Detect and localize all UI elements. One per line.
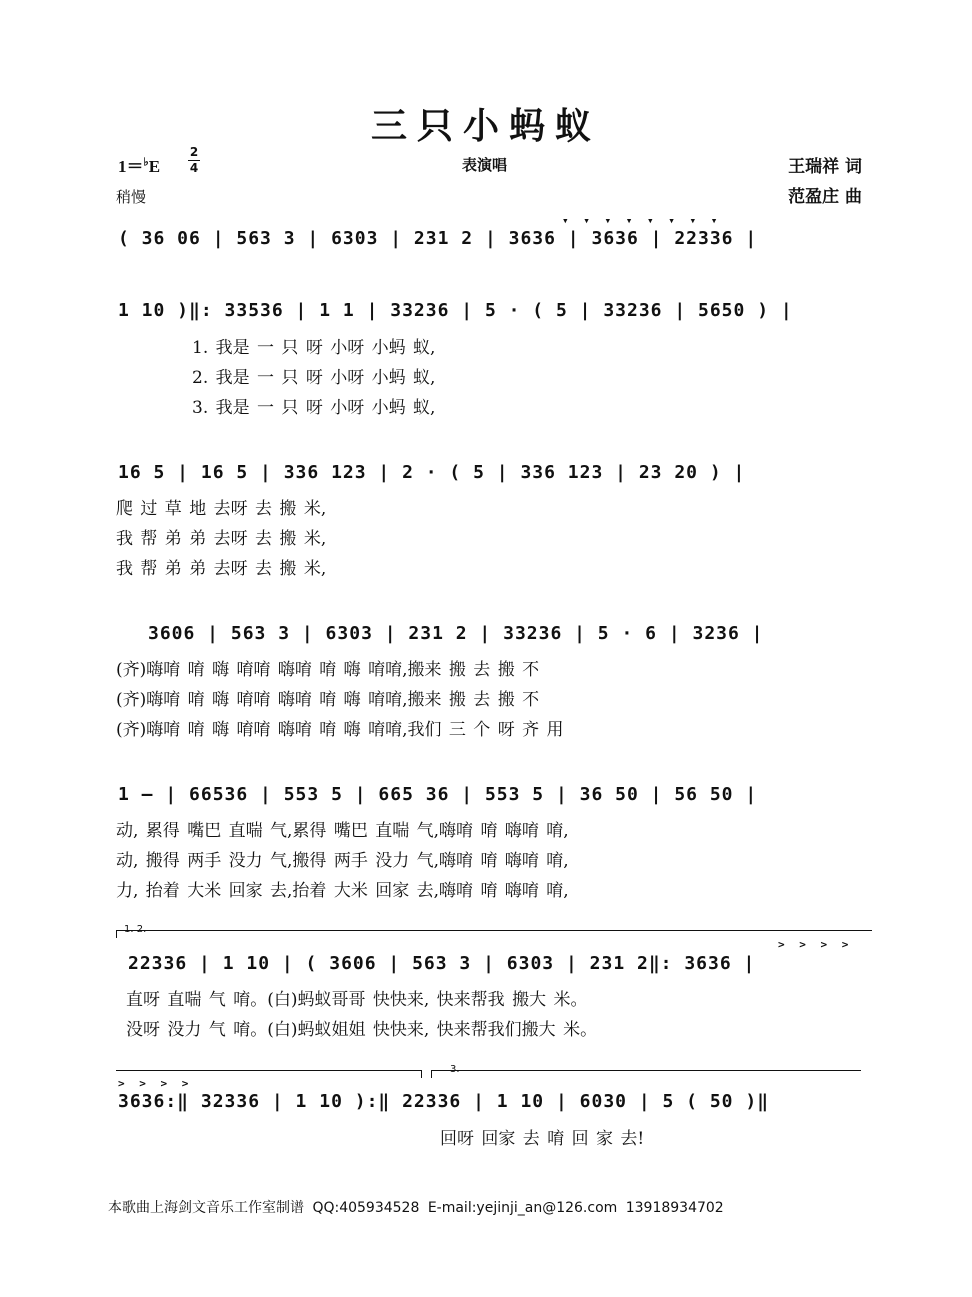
footer-credit: 本歌曲上海剑文音乐工作室制谱 QQ:405934528 E-mail:yejinji_an@126.com 13918934702	[108, 1200, 724, 1216]
time-top: 2	[189, 145, 199, 159]
notation-line-4: 3606 | 563 3 | 6303 | 231 2 | 33236 | 5 · 6 | 3236 |	[148, 623, 764, 644]
lyric-line: 1. 我是 一 只 呀 小呀 小蚂 蚁,	[192, 338, 436, 358]
lyric-line: 我 帮 弟 弟 去呀 去 搬 米,	[116, 529, 327, 549]
time-signature	[188, 146, 200, 175]
notation-line-5: 1 – | 66536 | 553 5 | 665 36 | 553 5 | 36 50 | 56 50 |	[118, 784, 758, 805]
volta-bracket-edge	[421, 1070, 422, 1078]
tempo-marking: 稍慢	[116, 188, 147, 206]
volta-label: 1. 2.	[124, 924, 147, 935]
volta-label: 3.	[450, 1064, 460, 1075]
key-note: E	[148, 157, 161, 176]
lyric-line: (齐)嗨唷 唷 嗨 唷唷 嗨唷 唷 嗨 唷唷,搬来 搬 去 搬 不	[116, 660, 540, 680]
lyric-line: 没呀 没力 气 唷。(白)蚂蚁姐姐 快快来, 快来帮我们搬大 米。	[126, 1020, 598, 1040]
lyric-line: 我 帮 弟 弟 去呀 去 搬 米,	[116, 559, 327, 579]
volta-bracket-line	[116, 930, 872, 931]
performance-style: 表演唱	[462, 156, 508, 174]
flat-sign: ♭	[143, 156, 149, 169]
lyric-line: 直呀 直喘 气 唷。(白)蚂蚁哥哥 快快来, 快来帮我 搬大 米。	[126, 990, 588, 1010]
lyric-line: 动, 搬得 两手 没力 气,搬得 两手 没力 气,嗨唷 唷 嗨唷 唷,	[116, 851, 569, 871]
lyric-line: 2. 我是 一 只 呀 小呀 小蚂 蚁,	[192, 368, 436, 388]
volta-bracket-edge	[116, 930, 117, 938]
notation-line-7: 3636:‖ 32336 | 1 10 ):‖ 22336 | 1 10 | 6030 | 5 ( 50 )‖	[118, 1091, 770, 1112]
key-prefix: 1＝	[118, 157, 144, 176]
volta-bracket-line	[431, 1070, 861, 1071]
accent-marks: > > > >	[118, 1077, 193, 1090]
lyric-line: 回呀 回家 去 唷 回 家 去!	[440, 1129, 645, 1149]
lyricist-credit: 王瑞祥 词	[788, 157, 862, 177]
notation-line-1: ( 36 06 | 563 3 | 6303 | 231 2 | 3636 | 3636 | 22336 |	[118, 228, 758, 249]
time-bottom: 4	[189, 161, 199, 175]
lyric-line: (齐)嗨唷 唷 嗨 唷唷 嗨唷 唷 嗨 唷唷,我们 三 个 呀 齐 用	[116, 720, 564, 740]
notation-line-6: 22336 | 1 10 | ( 3606 | 563 3 | 6303 | 231 2‖: 3636 |	[128, 953, 756, 974]
song-title: 三只小蚂蚁	[370, 105, 601, 147]
lyric-line: (齐)嗨唷 唷 嗨 唷唷 嗨唷 唷 嗨 唷唷,搬来 搬 去 搬 不	[116, 690, 540, 710]
volta-bracket-line	[116, 1070, 421, 1071]
volta-bracket-edge	[431, 1070, 432, 1078]
notation-line-3: 16 5 | 16 5 | 336 123 | 2 · ( 5 | 336 123 | 23 20 ) |	[118, 462, 746, 483]
accent-marks: ▾ ▾ ▾ ▾ ▾ ▾ ▾ ▾	[562, 214, 722, 227]
lyric-line: 动, 累得 嘴巴 直喘 气,累得 嘴巴 直喘 气,嗨唷 唷 嗨唷 唷,	[116, 821, 569, 841]
lyric-line: 爬 过 草 地 去呀 去 搬 米,	[116, 499, 327, 519]
lyric-line: 力, 抬着 大米 回家 去,抬着 大米 回家 去,嗨唷 唷 嗨唷 唷,	[116, 881, 569, 901]
composer-credit: 范盈庄 曲	[788, 187, 862, 207]
key-signature	[118, 152, 160, 177]
notation-line-2: 1 10 )‖: 33536 | 1 1 | 33236 | 5 · ( 5 | 33236 | 5650 ) |	[118, 300, 793, 321]
accent-marks: > > > >	[778, 938, 853, 951]
lyric-line: 3. 我是 一 只 呀 小呀 小蚂 蚁,	[192, 398, 436, 418]
